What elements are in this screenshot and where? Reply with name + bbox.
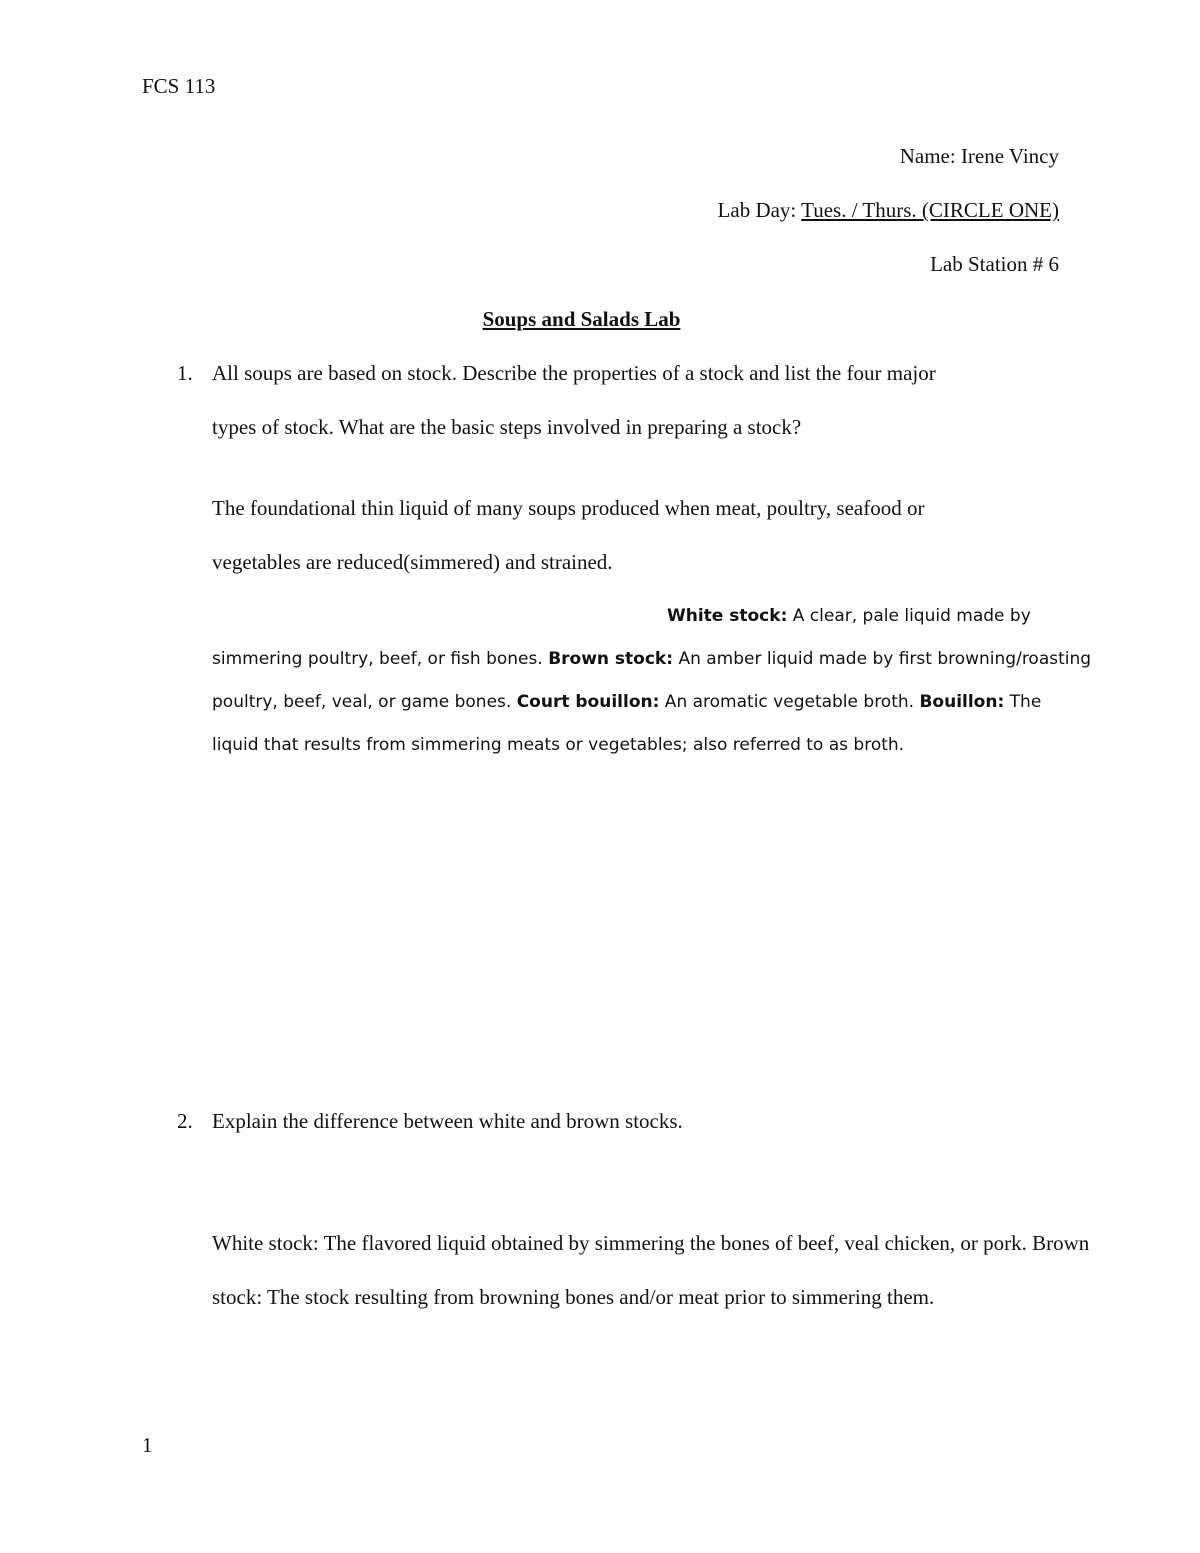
answer-1-serif-text: vegetables are reduced(simmered) and strained. (212, 550, 613, 574)
question-1-number: 1. (177, 361, 193, 385)
question-2-text: Explain the difference between white and brown stocks. (212, 1109, 683, 1133)
lab-day-value: Tues. / Thurs. (CIRCLE ONE) (801, 198, 1059, 222)
lab-station-value: 6 (1048, 252, 1059, 276)
name-label: Name: (899, 144, 961, 168)
question-2-number: 2. (177, 1109, 193, 1133)
answer-2-text: White stock: The flavored liquid obtained by simmering the bones of beef, veal chicken, or pork. Brown stock: The stock resulting from browning bones and/or meat prior to simmering them. (212, 1231, 1090, 1309)
white-stock-term: White stock: (667, 606, 788, 626)
brown-stock-definition: An amber liquid made by first browning/roasting poultry, beef, veal, or game bones. (212, 649, 1092, 712)
answer-2 (212, 1216, 1092, 1324)
bouillon-term: Bouillon: (919, 692, 1005, 712)
lab-station-label: Lab Station # (930, 252, 1049, 276)
court-bouillon-definition: An aromatic vegetable broth. (659, 692, 920, 712)
answer-1-stock-types (212, 595, 1092, 767)
answer-1-line-2 (212, 550, 613, 575)
lab-day-line (718, 198, 1059, 223)
name-value: Irene Vincy (960, 144, 1059, 168)
lab-day-label: Lab Day: (717, 198, 802, 222)
question-1-line-1: All soups are based on stock. Describe the properties of a stock and list the four major (212, 361, 936, 385)
lab-station-line (930, 252, 1059, 277)
question-1-line-2: types of stock. What are the basic steps involved in preparing a stock? (212, 415, 802, 439)
brown-stock-term: Brown stock: (548, 649, 674, 669)
course-header: FCS 113 (142, 74, 216, 98)
document-title: Soups and Salads Lab (482, 307, 681, 331)
bouillon-definition: The liquid that results from simmering meats or vegetables; also referred to as broth. (212, 692, 1042, 755)
court-bouillon-term: Court bouillon: (516, 692, 660, 712)
answer-1-line-1: The foundational thin liquid of many soups produced when meat, poultry, seafood or (212, 496, 925, 520)
page-number: 1 (142, 1433, 153, 1457)
student-name-line (900, 144, 1059, 169)
white-stock-definition: A clear, pale liquid made by simmering poultry, beef, or fish bones. (212, 606, 1031, 669)
